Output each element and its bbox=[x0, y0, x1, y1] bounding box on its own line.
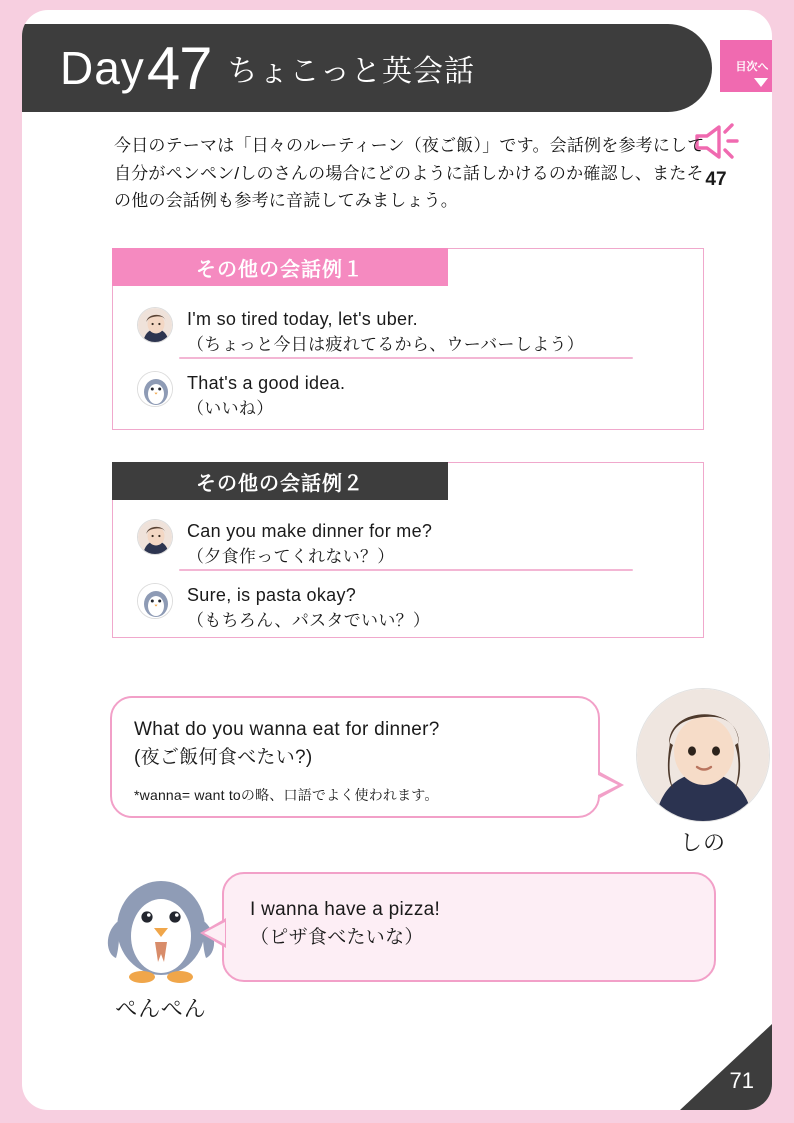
portrait-shino bbox=[636, 688, 770, 822]
header-day-number: 47 bbox=[146, 34, 212, 102]
example-line bbox=[137, 519, 432, 569]
avatar-shino bbox=[137, 519, 173, 555]
dialogue-en: I wanna have a pizza! bbox=[250, 899, 441, 920]
avatar-shino bbox=[137, 307, 173, 343]
example-divider bbox=[179, 569, 633, 571]
example-line bbox=[137, 307, 584, 357]
example-line-jp: （夕食作ってくれない？） bbox=[187, 546, 395, 566]
chevron-down-icon bbox=[754, 78, 768, 87]
example-line-en: I'm so tired today, let's uber. bbox=[187, 309, 418, 329]
example-box-1-title: その他の会話例１ bbox=[112, 248, 448, 286]
dialogue-jp: (夜ご飯何食べたい?) bbox=[134, 746, 313, 768]
audio-track-number: 47 bbox=[705, 169, 727, 190]
dialogue-en: What do you wanna eat for dinner? bbox=[134, 719, 440, 740]
example-line-jp: （もちろん、パスタでいい？） bbox=[187, 610, 431, 630]
header-day-word: Day bbox=[60, 42, 145, 94]
header-subtitle: ちょこっと英会話 bbox=[227, 55, 475, 88]
example-line-jp: （いいね） bbox=[187, 398, 274, 418]
dialogue-bubble-penpen bbox=[222, 872, 716, 982]
corner-decoration bbox=[680, 1024, 772, 1110]
example-box-2 bbox=[112, 462, 704, 638]
example-divider bbox=[179, 357, 633, 359]
example-line-jp: （ちょっと今日は疲れてるから、ウーバーしよう） bbox=[187, 334, 585, 354]
character-name-penpen: ぺんぺん bbox=[115, 996, 207, 1021]
example-line bbox=[137, 583, 430, 633]
character-name-shino: しの bbox=[679, 830, 726, 855]
example-line-en: Sure, is pasta okay? bbox=[187, 585, 357, 605]
example-line bbox=[137, 371, 345, 421]
index-tab-button[interactable] bbox=[720, 40, 772, 92]
dialogue-bubble-shino bbox=[110, 696, 600, 818]
dialogue-jp: （ピザ食べたいな） bbox=[250, 926, 424, 948]
example-box-2-title: その他の会話例２ bbox=[112, 462, 448, 500]
page-number: 71 bbox=[729, 1068, 754, 1093]
page-header bbox=[22, 24, 712, 112]
index-tab-label: 目次へ bbox=[735, 61, 769, 73]
dialogue-note: *wanna= want toの略、口語でよく使われます。 bbox=[134, 787, 439, 804]
example-box-1 bbox=[112, 248, 704, 430]
avatar-penpen bbox=[137, 583, 173, 619]
avatar-penpen bbox=[137, 371, 173, 407]
page-card bbox=[22, 10, 772, 1110]
intro-paragraph: 今日のテーマは「日々のルーティーン（夜ご飯）」です。会話例を参考にして自分がペンペン/しのさんの場合にどのように話しかけるのか確認し、またその他の会話例も参考に音読してみましょう。 bbox=[114, 136, 705, 211]
example-line-en: That's a good idea. bbox=[187, 373, 346, 393]
bubble-tail-left bbox=[200, 918, 226, 948]
example-line-en: Can you make dinner for me? bbox=[187, 521, 433, 541]
bubble-tail-right bbox=[600, 772, 624, 798]
